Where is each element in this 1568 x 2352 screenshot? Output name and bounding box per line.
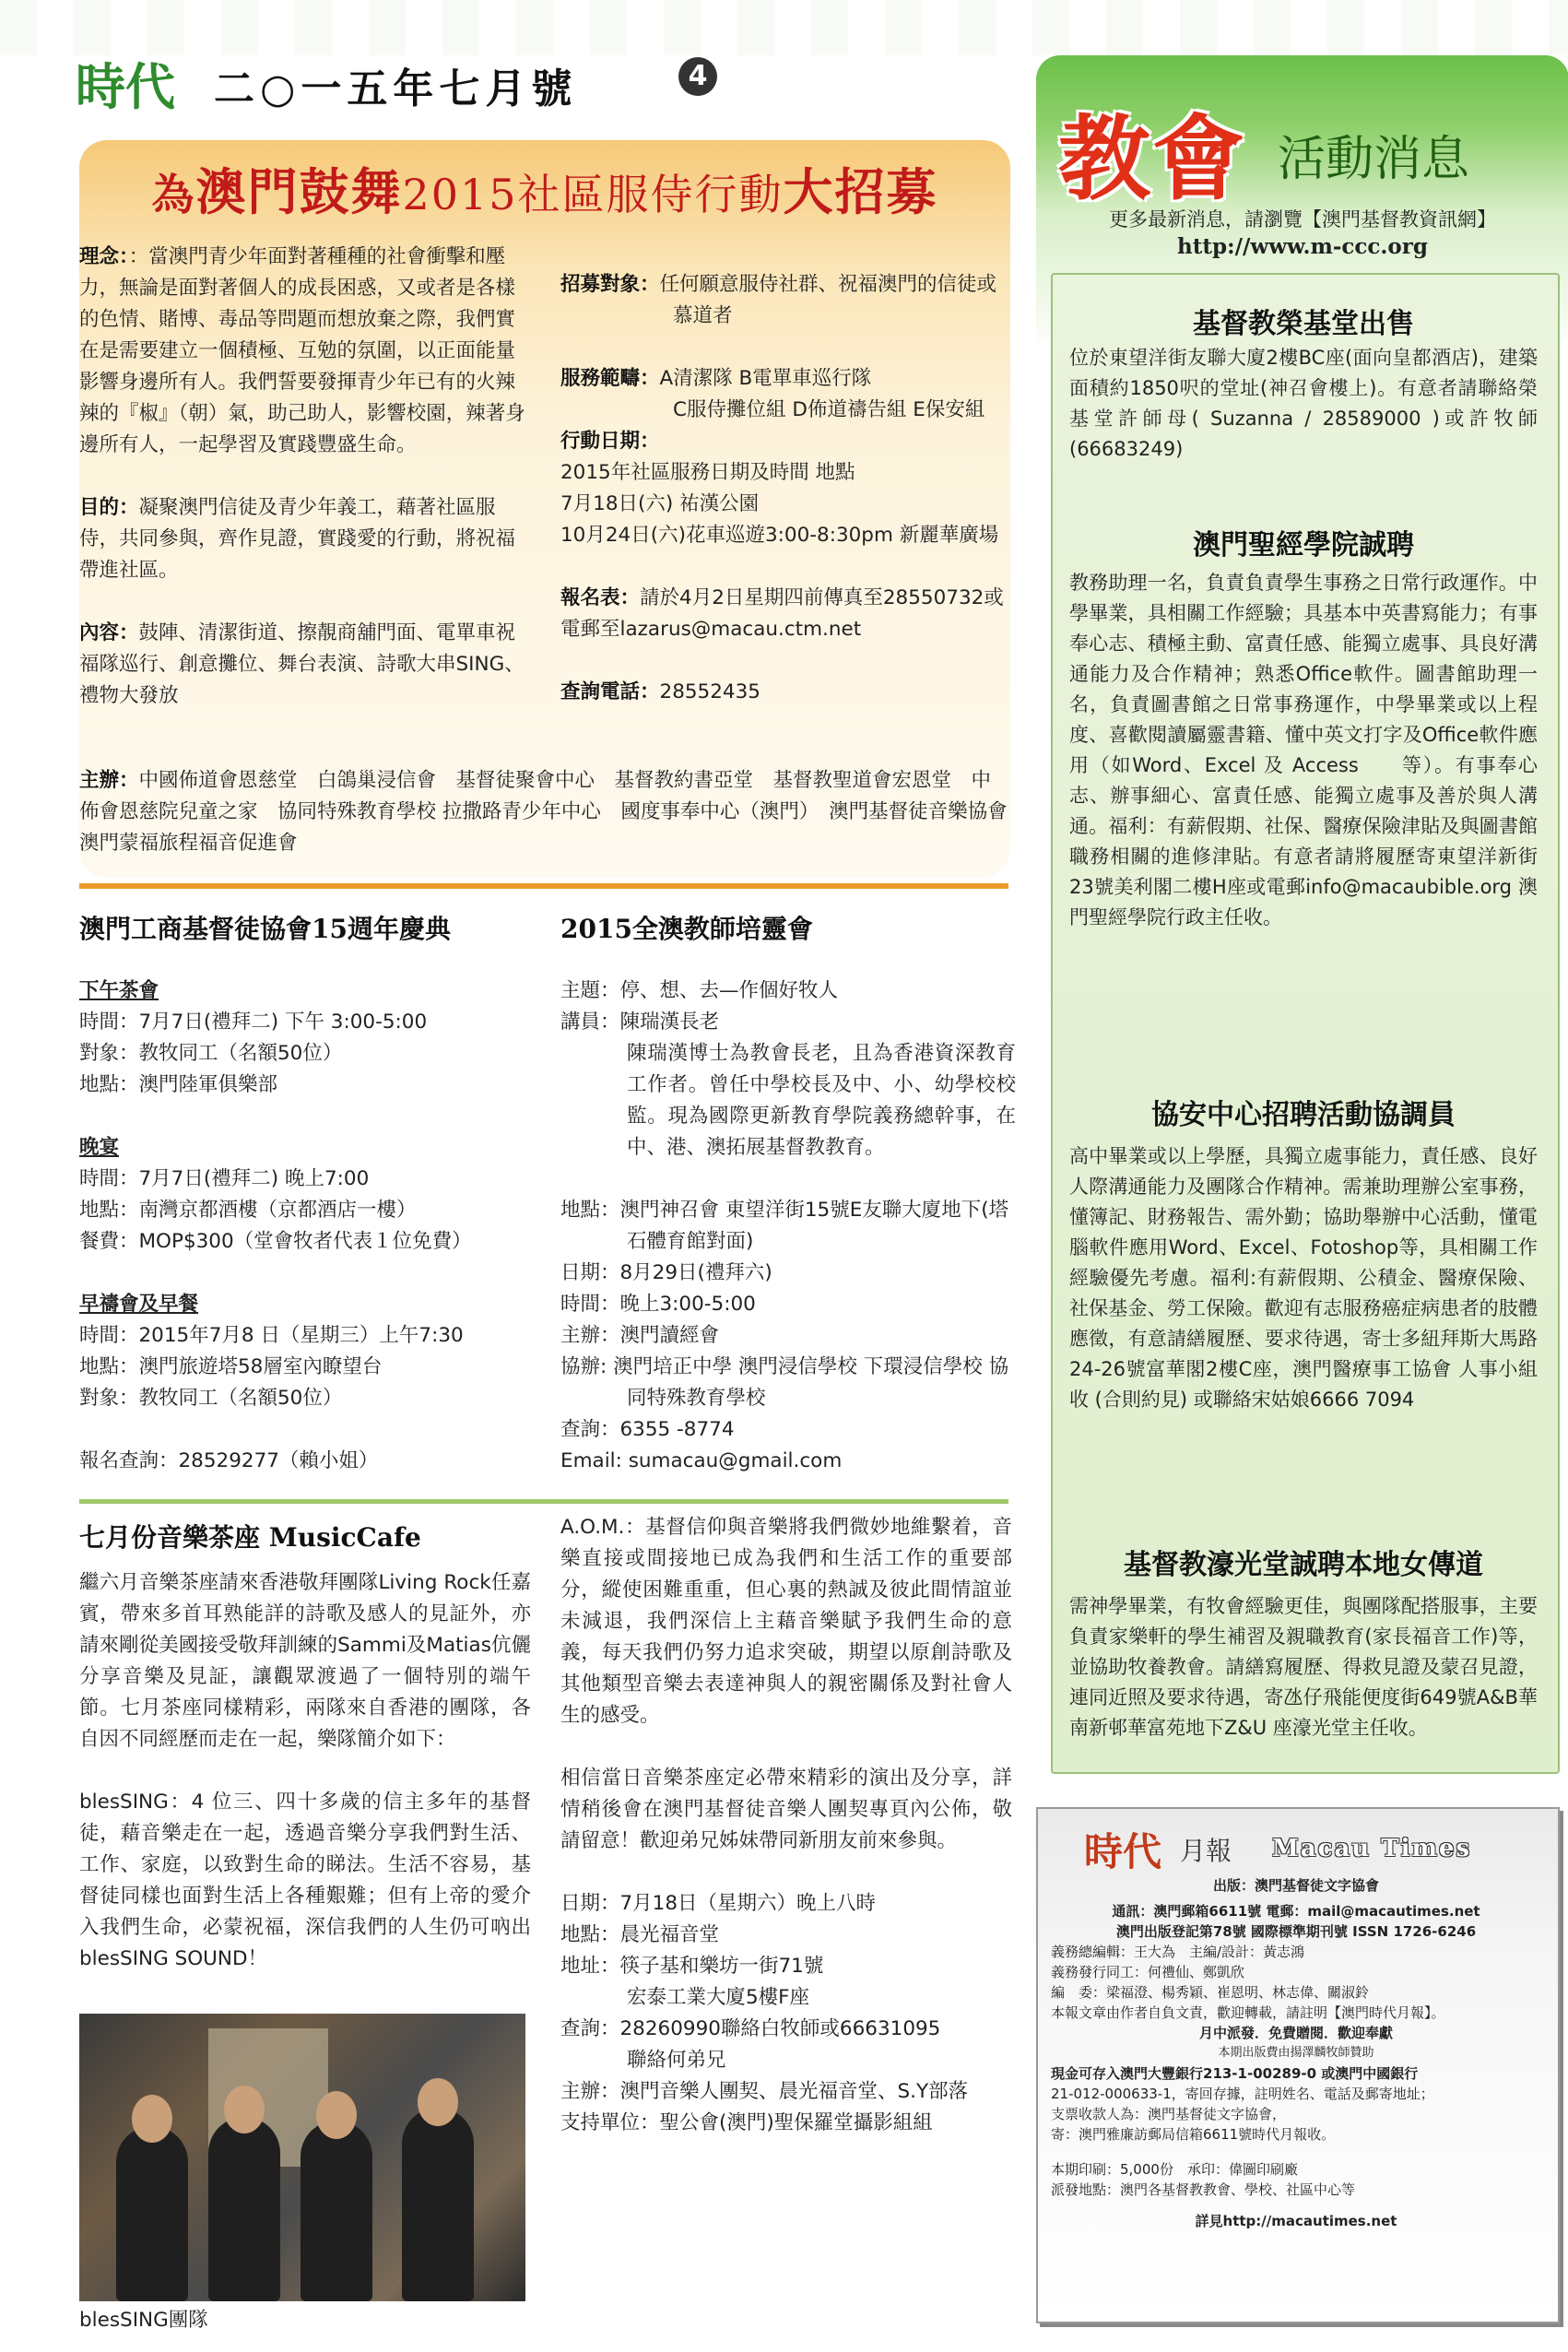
times-line: 支票收款人為：澳門基督徒文字協會， xyxy=(1051,2106,1287,2122)
music-intro: 繼六月音樂茶座請來香港敬拜團隊Living Rock任嘉賓，帶來多首耳熟能詳的詩歌及感人的見証外，亦請來剛從美國接受敬拜訓練的Sammi及Matias伉儷分享音樂及見証，讓觀眾渡過了一個特別的端午節。七月茶座同樣精彩，兩隊來自香港的團隊，各自因不同經歷而走在一起，樂隊簡介如下： xyxy=(79,1571,531,1751)
music-invite: 相信當日音樂茶座定必帶來精彩的演出及分享，詳情稍後會在澳門基督徒音樂人團契專頁內公佈，敬請留意！歡迎弟兄姊妹帶同新朋友前來參與。 xyxy=(560,1767,1012,1852)
notice-title: 基督教濠光堂誠聘本地女傳道 xyxy=(1124,1549,1483,1581)
music-cafe-title: 七月份音樂茶座 MusicCafe xyxy=(79,1522,421,1553)
times-line: 編 委：梁福澄、楊秀穎、崔恩明、林志偉、關淑鈴 xyxy=(1051,1984,1370,2001)
music-detail: 地址：筷子基和樂坊一街71號 xyxy=(560,1955,824,1978)
dinner-line: 地點：南灣京都酒樓（京都酒店一樓） xyxy=(79,1199,417,1222)
recruit-title: 為澳門鼓舞2015社區服侍行動大招募 xyxy=(151,162,938,221)
music-detail: 支持單位：聖公會(澳門)聖保羅堂攝影組組 xyxy=(560,2111,933,2134)
times-colophon xyxy=(1051,1875,1541,2231)
notice-body: 需神學畢業，有牧會經驗更佳，與團隊配搭服事，主要負責家樂軒的學生補習及親職教育(家長福音工作)等，並協助牧養教會。請繕寫履歷、得救見證及蒙召見證，連同近照及要求待遇，寄氹仔飛能便度街649號A&B華南新邨華富苑地下Z&U 座濠光堂主任收。 xyxy=(1069,1595,1538,1739)
church-logo: 教會 xyxy=(1058,105,1246,213)
aom-intro: A.O.M.：基督信仰與音樂將我們微妙地維繫着，音樂直接或間接地已成為我們和生活工作的重要部分，縱使困難重重，但心裏的熱誠及彼此間情誼並未減退，我們深信上主藉音樂賦予我們生命的意義，每天我們仍努力追求突破，期望以原創詩歌及其他類型音樂去表達神與人的親密關係及對社會人生的感受。 xyxy=(560,1516,1012,1727)
music-detail: 查詢：28260990聯絡白牧師或66631095 xyxy=(560,2017,941,2040)
recruit-dates: 行動日期： xyxy=(560,430,660,453)
masthead-brand: 時代 xyxy=(76,58,175,116)
music-detail: 地點：晨光福音堂 xyxy=(560,1923,720,1946)
teacher-line: 查詢：6355 -8774 xyxy=(560,1418,735,1441)
tea-line: 時間：7月7日(禮拜二) 下午 3:00-5:00 xyxy=(79,1011,428,1034)
teacher-line: 協辦: 澳門培正中學 澳門浸信學校 下環浸信學校 協同特殊教育學校 xyxy=(560,1355,1009,1410)
times-line: 月中派發．免費贈閱．歡迎奉獻 xyxy=(1198,2025,1393,2041)
section-divider xyxy=(79,1499,1008,1504)
section-divider xyxy=(79,883,1008,889)
teacher-line: 主題：停、想、去—作個好牧人 xyxy=(560,979,839,1002)
prayer-line: 地點：澳門旅遊塔58層室內瞭望台 xyxy=(79,1355,383,1378)
band-photo xyxy=(79,2014,525,2301)
times-line: 21-012-000633-1，寄回存據，註明姓名、電話及郵寄地址； xyxy=(1051,2086,1434,2102)
recruit-content: 內容：鼓陣、清潔街道、擦靚商舖門面、電單車祝福隊巡行、創意攤位、舞台表演、詩歌大串SING、禮物大發放 xyxy=(79,621,525,707)
notice-title: 基督教榮基堂出售 xyxy=(1193,308,1414,340)
teacher-line: 日期：8月29日(禮拜六) xyxy=(560,1261,772,1284)
music-detail: 聯絡何弟兄 xyxy=(627,2049,726,2072)
times-english-name: Macau Times xyxy=(1272,1835,1472,1862)
dinner-line: 餐費：MOP$300（堂會牧者代表１位免費） xyxy=(79,1230,472,1253)
prayer-line: 對象：教牧同工（名額50位） xyxy=(79,1387,343,1410)
masthead-background xyxy=(0,0,1568,55)
notice-body: 位於東望洋街友聯大廈2樓BC座(面向皇都酒店)，建築面積約1850呎的堂址(神召會樓上)。有意者請聯絡榮基堂許師母( Suzanna / 28589000 )或許牧師(66683249) xyxy=(1069,347,1538,460)
anniversary-body xyxy=(79,975,559,1477)
times-line: 派發地點：澳門各基督教教會、學校、社區中心等 xyxy=(1051,2181,1356,2198)
music-detail: 日期：7月18日（星期六）晚上八時 xyxy=(560,1892,877,1915)
recruit-dates-line2: 7月18日(六) 祐漢公園 xyxy=(560,492,760,515)
times-publisher: 出版：澳門基督徒文字協會 xyxy=(1212,1877,1379,1894)
teacher-line: 講員：陳瑞漢長老 xyxy=(560,1011,720,1034)
tea-line: 對象：教牧同工（名額50位） xyxy=(79,1042,343,1065)
times-line: 澳門出版登記第78號 國際標準期刊號 ISSN 1726-6246 xyxy=(1115,1923,1477,1940)
notice-body: 高中畢業或以上學歷，具獨立處事能力，責任感、良好人際溝通能力及團隊合作精神。需兼助理辦公室事務，懂簿記、財務報告、需外勤；協助舉辦中心活動，懂電腦軟件應用Word、Excel、Fotoshop等，具相關工作經驗優先考慮。福利:有薪假期、公積金、醫療保險、社保基金、勞工保險。歡迎有志服務癌症病患者的肢體應徵，有意請繕履歷、要求待遇，寄士多紐拜斯大馬路24-26號富華閣2樓C座，澳門醫療事工協會 人事小組收 (合則約見) 或聯絡宋姑娘6666 7094 xyxy=(1069,1145,1538,1411)
photo-caption: blesSING團隊 xyxy=(79,2309,208,2332)
times-line: 通訊：澳門郵箱6611號 電郵：mail@macautimes.net xyxy=(1112,1903,1480,1920)
recruit-phone: 查詢電話：28552435 xyxy=(560,680,760,703)
anniversary-title: 澳門工商基督徒協會15週年慶典 xyxy=(79,914,451,944)
recruit-target: 招募對象：任何願意服侍社群、祝福澳門的信徒或慕道者 xyxy=(560,273,997,327)
music-detail: 主辦：澳門音樂人團契、晨光福音堂、S.Y部落 xyxy=(560,2080,969,2103)
times-line: 本報文章由作者自負文責，歡迎轉載，請註明【澳門時代月報】。 xyxy=(1051,2004,1445,2021)
times-line: 現金可存入澳門大豐銀行213-1-00289-0 或澳門中國銀行 xyxy=(1051,2065,1419,2082)
masthead-date: 二○一五年七月號 xyxy=(214,65,578,112)
blessing-intro: blesSING：4 位三、四十多歲的信主多年的基督徒，藉音樂走在一起，透過音樂分享我們對生活、工作、家庭，以致對生命的睇法。生活不容易，基督徒同樣也面對生活上各種艱難；但有上帝的愛介入我們生命，必蒙祝福，深信我們的人生仍可吶出blesSING SOUND！ xyxy=(79,1791,531,1970)
prayer-heading: 早禱會及早餐 xyxy=(79,1293,199,1316)
dinner-heading: 晚宴 xyxy=(79,1136,120,1159)
notice-title: 協安中心招聘活動協調員 xyxy=(1151,1099,1456,1131)
music-detail: 宏泰工業大廈5樓F座 xyxy=(627,1986,810,2009)
tea-heading: 下午茶會 xyxy=(79,979,159,1002)
sidebar-url-link[interactable]: http://www.m-ccc.org xyxy=(1177,234,1428,259)
notice-title: 澳門聖經學院誠聘 xyxy=(1193,529,1414,561)
tea-line: 地點：澳門陸軍俱樂部 xyxy=(79,1073,278,1096)
recruit-scope: 服務範疇：A清潔隊 B電單車巡行隊 xyxy=(560,367,872,390)
recruit-purpose: 目的：凝聚澳門信徒及青少年義工，藉著社區服侍，共同參與，齊作見證，實踐愛的行動，將祝福帶進社區。 xyxy=(79,496,516,582)
notice-body: 教務助理一名，負責負責學生事務之日常行政運作。中學畢業，具相關工作經驗；具基本中英書寫能力；有事奉心志、積極主動、富責任感、能獨立處事、具良好溝通能力及合作精神；熟悉Office軟件。圖書館助理一名，負責圖書館之日常事務運作，中學畢業或以上程度、喜歡閱讀屬靈書籍、懂中英文打字及Office軟件應用（如Word、Excel 及 Access 等）。有事奉心志、辦事細心、富責任感、能獨立處事及善於與人溝通。福利：有薪假期、社保、醫療保險津貼及與圖書館職務相關的進修津貼。有意者請將履歷寄東望洋新街23號美利閣二樓H座或電郵info@macaubible.org 澳門聖經學院行政主任收。 xyxy=(1069,572,1538,928)
prayer-line: 時間：2015年7月8 日（星期三）上午7:30 xyxy=(79,1324,464,1347)
sidebar-more-info: 更多最新消息，請瀏覽【澳門基督教資訊網】 xyxy=(1109,208,1496,230)
recruit-right-column xyxy=(560,269,1016,708)
anniversary-contact: 報名查詢：28529277（賴小姐） xyxy=(79,1449,379,1472)
recruit-left-column xyxy=(79,242,533,712)
recruit-dates-line3: 10月24日(六)花車巡遊3:00-8:30pm 新麗華廣場 xyxy=(560,524,999,547)
teacher-email: Email: sumacau@gmail.com xyxy=(560,1449,843,1472)
teacher-retreat-title: 2015全澳教師培靈會 xyxy=(560,914,813,944)
teacher-line: 時間：晚上3:00-5:00 xyxy=(560,1293,756,1316)
recruit-scope-line2: C服侍攤位組 D佈道禱告組 E保安組 xyxy=(673,398,985,421)
times-line: 義務發行同工：何禮仙、鄭凱欣 xyxy=(1051,1964,1245,1980)
dinner-line: 時間：7月7日(禮拜二) 晚上7:00 xyxy=(79,1167,370,1190)
speaker-bio: 陳瑞漢博士為教會長老，且為香港資深教育工作者。曾任中學校長及中、小、幼學校校監。現為國際更新教育學院義務總幹事，在中、港、澳拓展基督教教育。 xyxy=(627,1042,1016,1159)
times-line: 寄：澳門雅廉訪郵局信箱6611號時代月報收。 xyxy=(1051,2126,1336,2143)
times-line: 本期印刷：5,000份 承印：偉圖印刷廠 xyxy=(1051,2161,1298,2178)
recruit-philosophy: 理念：：當澳門青少年面對著種種的社會衝擊和壓力，無論是面對著個人的成長困惑，又或者是各樣的色情、賭博、毒品等問題而想放棄之際，我們實在是需要建立一個積極、互勉的氛圍，以正面能量影響身邊所有人。我們誓要發揮青少年已有的火辣辣的『椒』（朝）氣，助己助人，影響校園，辣著身邊所有人，一起學習及實踐豐盛生命。 xyxy=(79,245,525,456)
times-line: 義務總編輯：王大為 主編/設計：黃志鴻 xyxy=(1051,1944,1305,1960)
recruit-dates-line1: 2015年社區服務日期及時間 地點 xyxy=(560,461,855,484)
music-left-column xyxy=(79,1567,531,1975)
times-url-link[interactable]: 詳見http://macautimes.net xyxy=(1195,2213,1397,2229)
music-right-column xyxy=(560,1512,1012,2139)
sidebar-title: 活動消息 xyxy=(1278,132,1470,187)
times-brand: 時代 xyxy=(1084,1829,1162,1874)
recruit-registration: 報名表：請於4月2日星期四前傳真至28550732或電郵至lazarus@macau.ctm.net xyxy=(560,586,1004,641)
teacher-line: 主辦：澳門讀經會 xyxy=(560,1324,720,1347)
times-line: 本期出版費由揚澤麟牧師贊助 xyxy=(1218,2046,1374,2060)
times-label: 月報 xyxy=(1180,1836,1232,1866)
page-number: 4 xyxy=(678,57,717,96)
recruit-sponsors: 主辦：中國佈道會恩慈堂 白鴿巢浸信會 基督徒聚會中心 基督教約書亞堂 基督教聖道會宏恩堂 中佈會恩慈院兒童之家 協同特殊教育學校 拉撒路青少年中心 國度事奉中心（澳門） 澳門基督徒音樂協會 澳門蒙福旅程福音促進會 xyxy=(79,769,1028,855)
teacher-retreat-body xyxy=(560,975,1016,1477)
teacher-line: 地點：澳門神召會 東望洋街15號E友聯大廈地下(塔石體育館對面) xyxy=(560,1199,1009,1253)
